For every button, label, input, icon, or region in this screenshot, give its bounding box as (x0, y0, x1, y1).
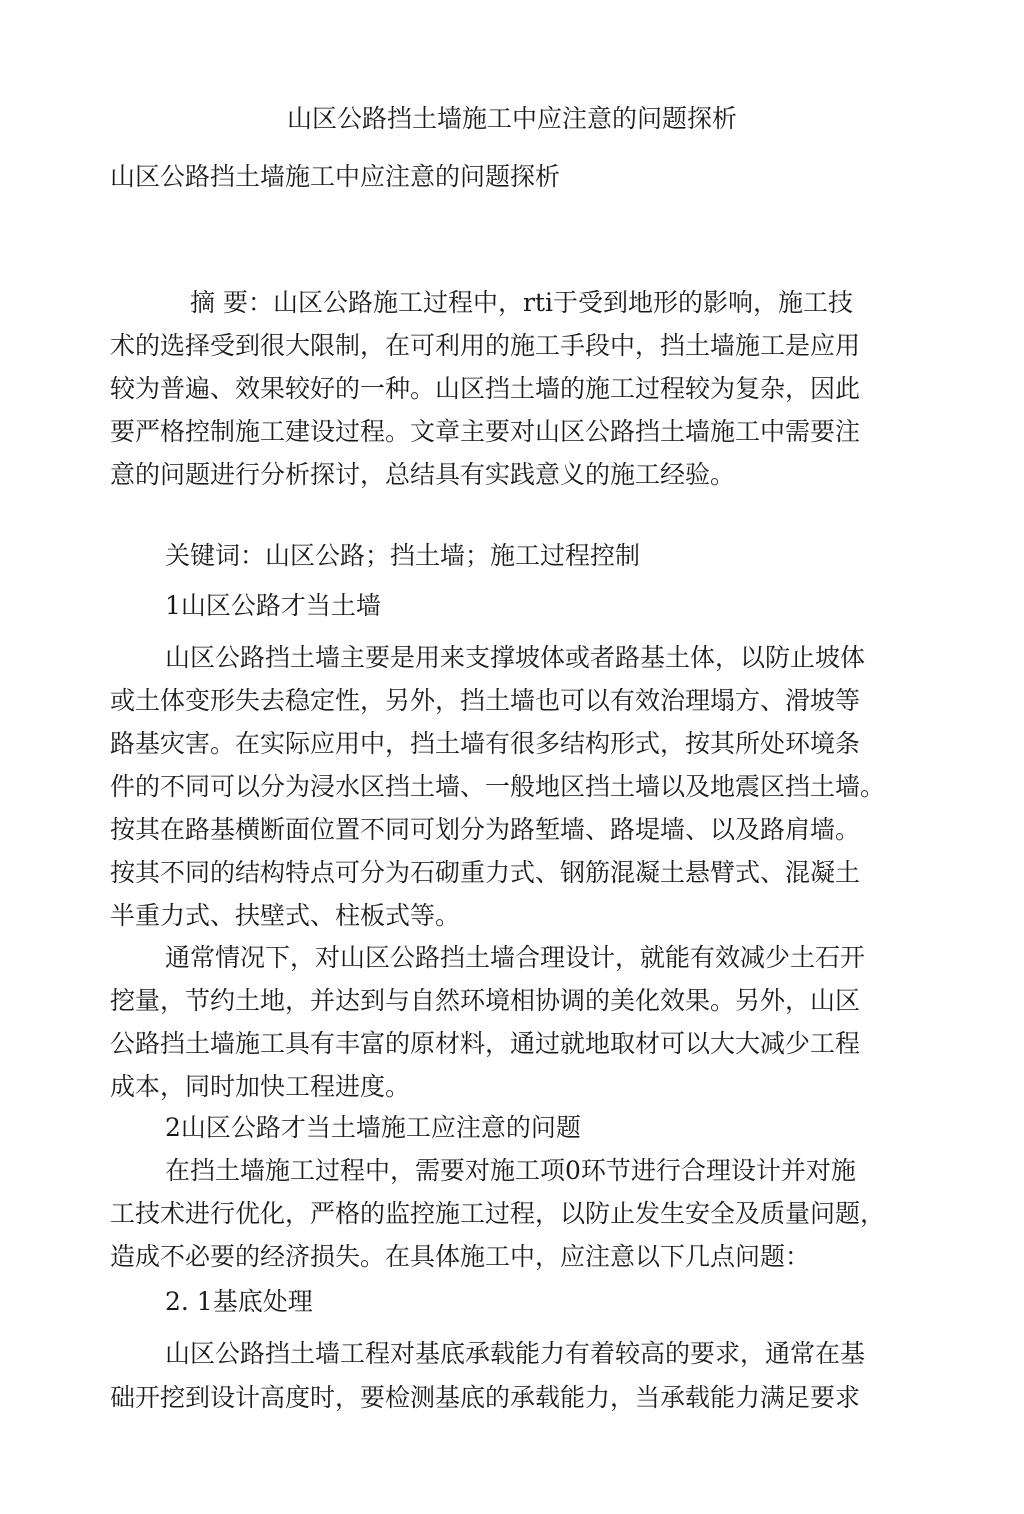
abstract-line: 要严格控制施工建设过程。文章主要对山区公路挡土墙施工中需要注 (110, 417, 861, 446)
paragraph-line: 按其不同的结构特点可分为石砌重力式、钢筋混凝土悬臂式、混凝土 (110, 858, 861, 887)
paragraph-line: 工技术进行优化，严格的监控施工过程，以防止发生安全及质量问题， (110, 1199, 886, 1228)
section-heading: 1山区公路才当土墙 (165, 591, 381, 620)
paragraph-line: 半重力式、扶壁式、柱板式等。 (110, 901, 461, 930)
section-heading: 2山区公路才当土墙施工应注意的问题 (165, 1113, 581, 1142)
paragraph-line: 造成不必要的经济损失。在具体施工中，应注意以下几点问题： (110, 1242, 811, 1271)
paragraph-line: 件的不同可以分为浸水区挡土墙、一般地区挡土墙以及地震区挡土墙。 (110, 772, 886, 801)
paragraph-line: 或土体变形失去稳定性，另外，挡土墙也可以有效治理塌方、滑坡等 (110, 686, 861, 715)
abstract-line: 术的选择受到很大限制，在可利用的施工手段中，挡土墙施工是应用 (110, 331, 861, 360)
paragraph-line: 础开挖到设计高度时，要检测基底的承载能力，当承载能力满足要求 (110, 1383, 861, 1412)
paragraph-line: 在挡土墙施工过程中，需要对施工项0环节进行合理设计并对施 (165, 1156, 856, 1185)
paragraph-line: 路基灾害。在实际应用中，挡土墙有很多结构形式，按其所处环境条 (110, 729, 861, 758)
paragraph-line: 山区公路挡土墙主要是用来支撑坡体或者路基土体，以防止坡体 (165, 643, 866, 672)
abstract-line: 意的问题进行分析探讨，总结具有实践意义的施工经验。 (110, 460, 736, 489)
document-title: 山区公路挡土墙施工中应注意的问题探析 (110, 162, 561, 191)
abstract-line: 较为普遍、效果较好的一种。山区挡土墙的施工过程较为复杂，因此 (110, 374, 861, 403)
paragraph-line: 山区公路挡土墙工程对基底承载能力有着较高的要求，通常在基 (165, 1339, 866, 1368)
abstract-line: 摘 要：山区公路施工过程中，rti于受到地形的影响，施工技 (190, 288, 853, 317)
subsection-heading: 2. 1基底处理 (165, 1287, 313, 1316)
paragraph-line: 按其在路基横断面位置不同可划分为路堑墙、路堤墙、以及路肩墙。 (110, 815, 861, 844)
paragraph-line: 公路挡土墙施工具有丰富的原材料，通过就地取材可以大大减少工程 (110, 1029, 861, 1058)
paragraph-line: 通常情况下，对山区公路挡土墙合理设计，就能有效减少土石开 (165, 943, 866, 972)
paragraph-line: 挖量，节约土地，并达到与自然环境相协调的美化效果。另外，山区 (110, 986, 861, 1015)
header-title: 山区公路挡土墙施工中应注意的问题探析 (286, 104, 737, 133)
paragraph-line: 成本，同时加快工程进度。 (110, 1072, 411, 1101)
keywords: 关键词：山区公路；挡土墙；施工过程控制 (165, 541, 641, 570)
